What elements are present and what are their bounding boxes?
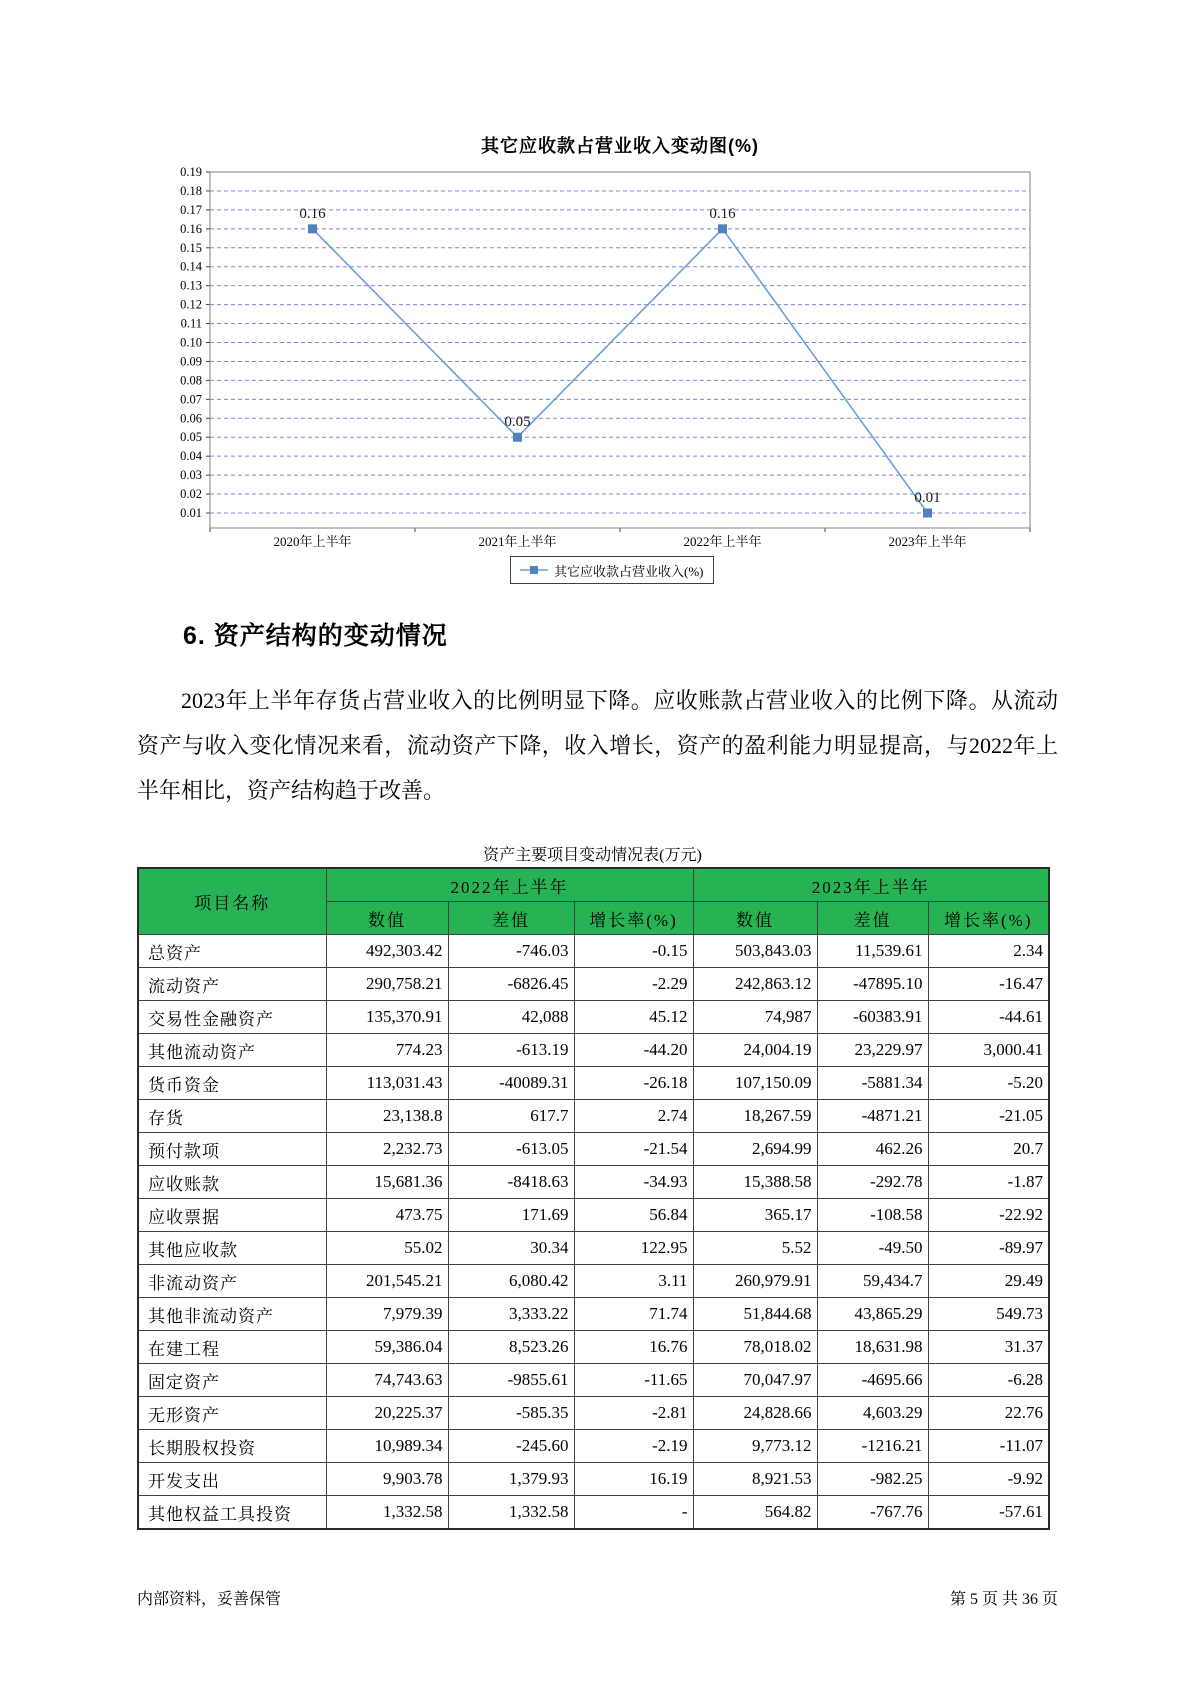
value-cell: -4871.21 [817, 1100, 928, 1133]
chart-axis-ticks [206, 172, 1030, 532]
chart-gridlines [210, 172, 1030, 513]
value-cell: -16.47 [928, 968, 1049, 1001]
table-body [138, 935, 1049, 1530]
value-cell: -767.76 [817, 1496, 928, 1530]
chart-data-point-labels [299, 206, 940, 506]
value-cell: -1.87 [928, 1166, 1049, 1199]
value-cell: -49.50 [817, 1232, 928, 1265]
table-row [138, 1067, 1049, 1100]
value-cell: 1,379.93 [448, 1463, 574, 1496]
value-cell: 23,138.8 [326, 1100, 448, 1133]
value-cell: 2,232.73 [326, 1133, 448, 1166]
chart-series-line [313, 229, 928, 513]
value-cell: 171.69 [448, 1199, 574, 1232]
value-cell: 135,370.91 [326, 1001, 448, 1034]
value-cell: 7,979.39 [326, 1298, 448, 1331]
row-name-cell: 预付款项 [138, 1133, 326, 1166]
value-cell: 462.26 [817, 1133, 928, 1166]
svg-text:0.08: 0.08 [180, 373, 202, 388]
row-name-cell: 货币资金 [138, 1067, 326, 1100]
value-cell: 59,386.04 [326, 1331, 448, 1364]
col-header-group-1: 2023年上半年 [693, 868, 1049, 902]
value-cell: 4,603.29 [817, 1397, 928, 1430]
row-name-cell: 流动资产 [138, 968, 326, 1001]
svg-text:0.10: 0.10 [180, 335, 202, 350]
row-name-cell: 非流动资产 [138, 1265, 326, 1298]
table-row [138, 1001, 1049, 1034]
legend-series-label: 其它应收款占营业收入(%) [554, 563, 704, 579]
value-cell: 8,523.26 [448, 1331, 574, 1364]
value-cell: 43,865.29 [817, 1298, 928, 1331]
col-header-sub-1-1: 差值 [817, 902, 928, 935]
value-cell: 18,267.59 [693, 1100, 817, 1133]
value-cell: 71.74 [574, 1298, 693, 1331]
row-name-cell: 其他流动资产 [138, 1034, 326, 1067]
col-header-sub-0-0: 数值 [326, 902, 448, 935]
asset-items-table [137, 867, 1050, 1530]
section-paragraph: 2023年上半年存货占营业收入的比例明显下降。应收账款占营业收入的比例下降。从流动资产与收入变化情况来看，流动资产下降，收入增长，资产的盈利能力明显提高，与2022年上半年相比，资产结构趋于改善。 [137, 688, 1058, 803]
svg-text:0.01: 0.01 [180, 506, 202, 520]
value-cell: -60383.91 [817, 1001, 928, 1034]
value-cell: -2.19 [574, 1430, 693, 1463]
table-row [138, 1298, 1049, 1331]
value-cell: 56.84 [574, 1199, 693, 1232]
value-cell: 107,150.09 [693, 1067, 817, 1100]
value-cell: - [574, 1496, 693, 1530]
value-cell: -613.05 [448, 1133, 574, 1166]
value-cell: -44.61 [928, 1001, 1049, 1034]
value-cell: 55.02 [326, 1232, 448, 1265]
chart-other-receivables-block [138, 130, 1043, 585]
value-cell: 3,000.41 [928, 1034, 1049, 1067]
value-cell: -2.29 [574, 968, 693, 1001]
value-cell: -0.15 [574, 935, 693, 968]
svg-text:0.06: 0.06 [180, 411, 202, 426]
value-cell: -6.28 [928, 1364, 1049, 1397]
value-cell: -4695.66 [817, 1364, 928, 1397]
svg-text:0.12: 0.12 [180, 297, 202, 312]
value-cell: 59,434.7 [817, 1265, 928, 1298]
table-title: 资产主要项目变动情况表(万元) [483, 847, 702, 864]
value-cell: -26.18 [574, 1067, 693, 1100]
value-cell: 290,758.21 [326, 968, 448, 1001]
value-cell: -44.20 [574, 1034, 693, 1067]
svg-text:0.11: 0.11 [180, 316, 202, 331]
svg-text:2023年上半年: 2023年上半年 [888, 534, 967, 549]
table-row [138, 1133, 1049, 1166]
col-header-sub-0-2: 增长率(%) [574, 902, 693, 935]
value-cell: 617.7 [448, 1100, 574, 1133]
value-cell: 564.82 [693, 1496, 817, 1530]
row-name-cell: 在建工程 [138, 1331, 326, 1364]
value-cell: 23,229.97 [817, 1034, 928, 1067]
value-cell: -11.65 [574, 1364, 693, 1397]
table-row [138, 1100, 1049, 1133]
value-cell: 774.23 [326, 1034, 448, 1067]
value-cell: 6,080.42 [448, 1265, 574, 1298]
svg-text:0.07: 0.07 [180, 392, 202, 407]
svg-text:0.05: 0.05 [180, 430, 202, 445]
row-name-cell: 应收账款 [138, 1166, 326, 1199]
value-cell: -21.54 [574, 1133, 693, 1166]
value-cell: 473.75 [326, 1199, 448, 1232]
footer-confidential-note: 内部资料，妥善保管 [137, 1591, 282, 1608]
value-cell: 20.7 [928, 1133, 1049, 1166]
svg-text:0.17: 0.17 [180, 202, 202, 217]
value-cell: -9.92 [928, 1463, 1049, 1496]
value-cell: 31.37 [928, 1331, 1049, 1364]
row-name-cell: 其他非流动资产 [138, 1298, 326, 1331]
value-cell: 2,694.99 [693, 1133, 817, 1166]
value-cell: 15,388.58 [693, 1166, 817, 1199]
chart-data-point-marker [513, 433, 522, 442]
value-cell: 30.34 [448, 1232, 574, 1265]
table-row [138, 1331, 1049, 1364]
value-cell: -292.78 [817, 1166, 928, 1199]
col-header-group-0: 2022年上半年 [326, 868, 693, 902]
value-cell: 11,539.61 [817, 935, 928, 968]
row-name-cell: 开发支出 [138, 1463, 326, 1496]
svg-text:0.01: 0.01 [914, 490, 941, 506]
col-header-sub-1-0: 数值 [693, 902, 817, 935]
chart-legend [510, 556, 714, 584]
table-row [138, 1166, 1049, 1199]
value-cell: 16.19 [574, 1463, 693, 1496]
chart-data-point-markers [308, 224, 932, 517]
value-cell: -245.60 [448, 1430, 574, 1463]
value-cell: -47895.10 [817, 968, 928, 1001]
value-cell: -34.93 [574, 1166, 693, 1199]
svg-text:0.13: 0.13 [180, 278, 202, 293]
value-cell: 5.52 [693, 1232, 817, 1265]
svg-text:0.16: 0.16 [180, 221, 202, 236]
value-cell: -1216.21 [817, 1430, 928, 1463]
table-row [138, 968, 1049, 1001]
chart-x-tick-labels [273, 534, 966, 549]
svg-text:0.02: 0.02 [180, 487, 202, 502]
footer-page-number: 第 5 页 共 36 页 [949, 1591, 1058, 1608]
value-cell: 18,631.98 [817, 1331, 928, 1364]
legend-line-marker-icon [520, 565, 548, 575]
value-cell: 201,545.21 [326, 1265, 448, 1298]
chart-data-point-marker [923, 509, 932, 518]
value-cell: 42,088 [448, 1001, 574, 1034]
row-name-cell: 总资产 [138, 935, 326, 968]
svg-text:0.04: 0.04 [180, 449, 202, 464]
value-cell: 24,004.19 [693, 1034, 817, 1067]
value-cell: -22.92 [928, 1199, 1049, 1232]
row-name-cell: 应收票据 [138, 1199, 326, 1232]
value-cell: -11.07 [928, 1430, 1049, 1463]
value-cell: -5.20 [928, 1067, 1049, 1100]
value-cell: 1,332.58 [326, 1496, 448, 1530]
table-row [138, 1232, 1049, 1265]
page-footer [137, 1586, 1058, 1609]
value-cell: 74,743.63 [326, 1364, 448, 1397]
table-row [138, 1265, 1049, 1298]
section-heading: 6. 资产结构的变动情况 [183, 622, 448, 650]
chart-data-point-marker [718, 224, 727, 233]
value-cell: 16.76 [574, 1331, 693, 1364]
value-cell: 3,333.22 [448, 1298, 574, 1331]
value-cell: 10,989.34 [326, 1430, 448, 1463]
value-cell: -585.35 [448, 1397, 574, 1430]
table-row [138, 1397, 1049, 1430]
svg-text:0.03: 0.03 [180, 468, 202, 483]
svg-text:0.19: 0.19 [180, 165, 202, 179]
value-cell: 260,979.91 [693, 1265, 817, 1298]
value-cell: 365.17 [693, 1199, 817, 1232]
chart-title: 其它应收款占营业收入变动图(%) [481, 136, 759, 156]
value-cell: -21.05 [928, 1100, 1049, 1133]
row-name-cell: 其他权益工具投资 [138, 1496, 326, 1530]
value-cell: -57.61 [928, 1496, 1049, 1530]
svg-text:0.14: 0.14 [180, 259, 202, 274]
svg-text:2022年上半年: 2022年上半年 [683, 534, 762, 549]
table-row [138, 1199, 1049, 1232]
row-name-cell: 长期股权投资 [138, 1430, 326, 1463]
value-cell: 2.34 [928, 935, 1049, 968]
value-cell: 51,844.68 [693, 1298, 817, 1331]
col-header-item-name: 项目名称 [138, 868, 326, 935]
table-row [138, 1463, 1049, 1496]
value-cell: 113,031.43 [326, 1067, 448, 1100]
svg-text:2021年上半年: 2021年上半年 [478, 534, 557, 549]
table-row [138, 1496, 1049, 1530]
value-cell: -8418.63 [448, 1166, 574, 1199]
value-cell: 242,863.12 [693, 968, 817, 1001]
table-row [138, 1430, 1049, 1463]
value-cell: 24,828.66 [693, 1397, 817, 1430]
value-cell: 503,843.03 [693, 935, 817, 968]
value-cell: 22.76 [928, 1397, 1049, 1430]
value-cell: -6826.45 [448, 968, 574, 1001]
svg-text:0.18: 0.18 [180, 183, 202, 198]
value-cell: 549.73 [928, 1298, 1049, 1331]
value-cell: 122.95 [574, 1232, 693, 1265]
table-row [138, 1364, 1049, 1397]
value-cell: 492,303.42 [326, 935, 448, 968]
col-header-sub-1-2: 增长率(%) [928, 902, 1049, 935]
value-cell: -108.58 [817, 1199, 928, 1232]
svg-text:0.05: 0.05 [504, 414, 531, 431]
line-chart-svg [138, 130, 1043, 552]
row-name-cell: 固定资产 [138, 1364, 326, 1397]
value-cell: -5881.34 [817, 1067, 928, 1100]
value-cell: 45.12 [574, 1001, 693, 1034]
value-cell: 1,332.58 [448, 1496, 574, 1530]
svg-text:0.09: 0.09 [180, 354, 202, 369]
value-cell: -9855.61 [448, 1364, 574, 1397]
row-name-cell: 无形资产 [138, 1397, 326, 1430]
value-cell: 9,773.12 [693, 1430, 817, 1463]
value-cell: 74,987 [693, 1001, 817, 1034]
row-name-cell: 存货 [138, 1100, 326, 1133]
value-cell: -746.03 [448, 935, 574, 968]
value-cell: -613.19 [448, 1034, 574, 1067]
col-header-sub-0-1: 差值 [448, 902, 574, 935]
table-row [138, 935, 1049, 968]
row-name-cell: 其他应收款 [138, 1232, 326, 1265]
value-cell: 29.49 [928, 1265, 1049, 1298]
svg-text:0.16: 0.16 [709, 205, 736, 222]
svg-text:0.15: 0.15 [180, 240, 202, 255]
value-cell: -89.97 [928, 1232, 1049, 1265]
svg-text:2020年上半年: 2020年上半年 [273, 534, 352, 549]
value-cell: 20,225.37 [326, 1397, 448, 1430]
chart-y-tick-labels [180, 165, 203, 520]
row-name-cell: 交易性金融资产 [138, 1001, 326, 1034]
svg-text:0.16: 0.16 [299, 205, 326, 222]
value-cell: -2.81 [574, 1397, 693, 1430]
value-cell: -982.25 [817, 1463, 928, 1496]
value-cell: 2.74 [574, 1100, 693, 1133]
value-cell: 8,921.53 [693, 1463, 817, 1496]
table-row [138, 1034, 1049, 1067]
chart-plot-border [210, 172, 1030, 528]
value-cell: -40089.31 [448, 1067, 574, 1100]
chart-data-point-marker [308, 224, 317, 233]
table-header [138, 868, 1049, 935]
value-cell: 3.11 [574, 1265, 693, 1298]
value-cell: 70,047.97 [693, 1364, 817, 1397]
value-cell: 78,018.02 [693, 1331, 817, 1364]
value-cell: 15,681.36 [326, 1166, 448, 1199]
value-cell: 9,903.78 [326, 1463, 448, 1496]
